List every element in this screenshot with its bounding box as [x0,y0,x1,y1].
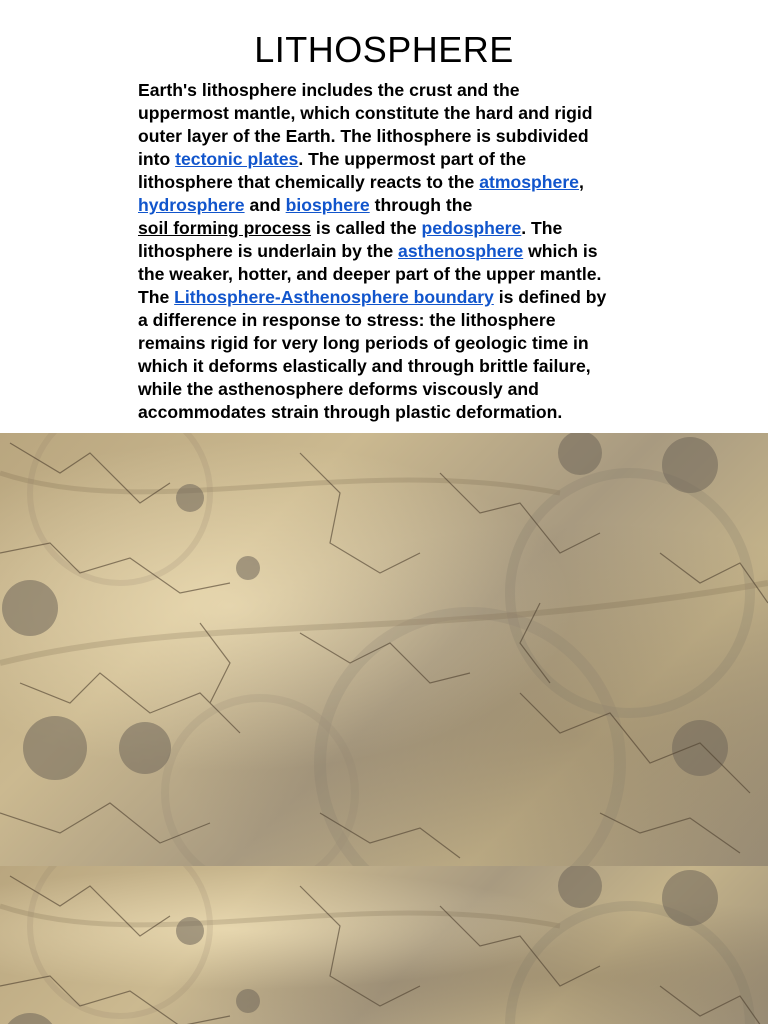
paragraph-line [138,102,658,125]
paragraph-text: which is [523,241,598,261]
paragraph-text: accommodates strain through plastic deformation. [138,402,563,422]
paragraph-line [138,263,658,286]
paragraph-line [138,125,658,148]
link-asthenosphere[interactable]: asthenosphere [398,241,524,261]
texture-art-repeat [0,866,768,1024]
paragraph-text: the weaker, hotter, and deeper part of the upper mantle. [138,264,602,284]
paragraph-text: which it deforms elastically and through brittle failure, [138,356,591,376]
underlined-term: soil forming process [138,218,312,238]
paragraph-line [138,79,658,102]
paragraph-text: outer layer of the Earth. The lithosphere is subdivided [138,126,589,146]
paragraph-line [138,171,658,194]
page-title: LITHOSPHERE [254,29,514,70]
paragraph-text: a difference in response to stress: the lithosphere [138,310,556,330]
paragraph-text: into [138,149,176,169]
paragraph-text: lithosphere that chemically reacts to the [138,172,480,192]
paragraph-text: through the [369,195,473,215]
link-biosphere[interactable]: biosphere [285,195,370,215]
paragraph-text: lithosphere is underlain by the [138,241,399,261]
link-lithosphere-asthenosphere-boundary[interactable]: Lithosphere-Asthenosphere boundary [174,287,494,307]
paragraph-line [138,217,658,240]
paragraph-text: is called the [311,218,422,238]
paragraph-text: while the asthenosphere deforms viscously and [138,379,539,399]
paragraph-text: . The uppermost part of the [298,149,527,169]
paragraph-line [138,286,658,309]
texture-art [0,433,768,866]
paragraph-text: and [244,195,286,215]
link-tectonic-plates[interactable]: tectonic plates [175,149,299,169]
paragraph-text: The [138,287,175,307]
paragraph-text: is defined by [493,287,607,307]
link-hydrosphere[interactable]: hydrosphere [138,195,245,215]
paragraph-line [138,309,658,332]
cracked-earth-gears-image [0,433,768,866]
paragraph-line [138,355,658,378]
paragraph-line [138,240,658,263]
link-pedosphere[interactable]: pedosphere [421,218,522,238]
paragraph-line [138,378,658,401]
paragraph-text: . The [521,218,563,238]
cracked-earth-gears-image-repeat [0,866,768,1024]
paragraph-line [138,194,658,217]
description-paragraph [138,79,658,424]
paragraph-line [138,332,658,355]
paragraph-text: uppermost mantle, which constitute the hard and rigid [138,103,593,123]
paragraph-text: remains rigid for very long periods of geologic time in [138,333,589,353]
link-atmosphere[interactable]: atmosphere [479,172,579,192]
paragraph-text: Earth's lithosphere includes the crust and the [138,80,520,100]
paragraph-text: , [578,172,584,192]
paragraph-line [138,148,658,171]
paragraph-line [138,401,658,424]
